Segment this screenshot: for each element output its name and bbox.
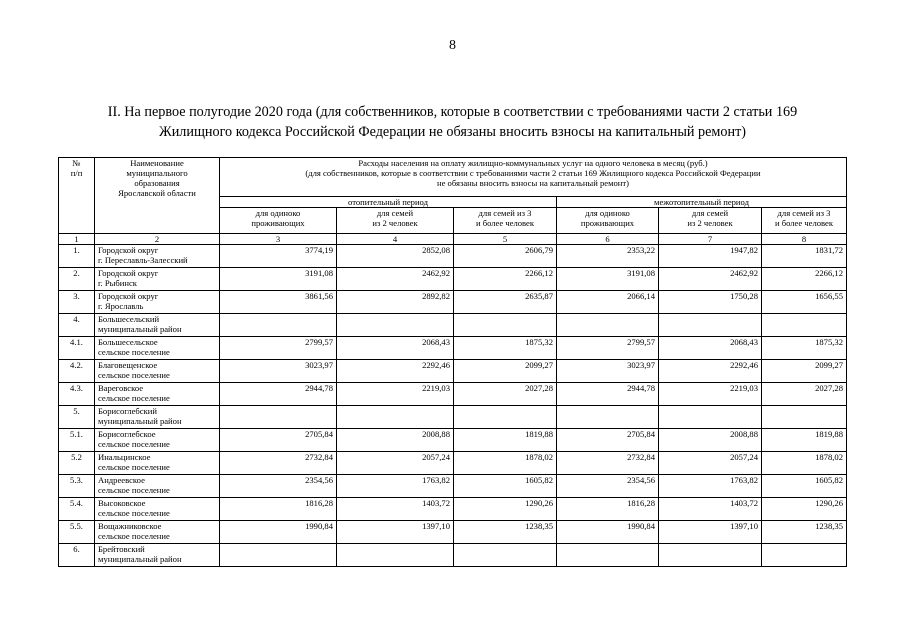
row-name-line-2: муниципальный район xyxy=(98,416,182,426)
value-cell: 2354,56 xyxy=(220,475,337,498)
row-name-line-1: Городской округ xyxy=(98,291,159,301)
value-cell xyxy=(762,406,847,429)
value-cell: 2732,84 xyxy=(557,452,659,475)
page-number: 8 xyxy=(449,38,456,53)
table-row xyxy=(59,475,847,498)
row-name xyxy=(95,314,220,337)
table-row xyxy=(59,337,847,360)
value-cell: 1290,26 xyxy=(762,498,847,521)
row-index: 4.2. xyxy=(59,360,95,383)
value-cell: 1403,72 xyxy=(659,498,762,521)
row-index: 5.1. xyxy=(59,429,95,452)
header-name-line-3: образования xyxy=(134,178,180,188)
title-line-2: Жилищного кодекса Российской Федерации не обязаны вносить взносы на капитальный ремонт) xyxy=(159,124,746,140)
row-name-line-2: сельское поселение xyxy=(98,439,170,449)
row-index: 2. xyxy=(59,268,95,291)
header-sub-4 xyxy=(557,208,659,234)
row-name-line-2: г. Ярославль xyxy=(98,301,144,311)
value-cell: 3861,56 xyxy=(220,291,337,314)
header-heating-period: отопительный период xyxy=(220,197,557,208)
row-name xyxy=(95,268,220,291)
header-number xyxy=(59,158,95,234)
value-cell: 1403,72 xyxy=(337,498,454,521)
column-number: 7 xyxy=(659,234,762,245)
row-name-line-2: г. Рыбинск xyxy=(98,278,137,288)
value-cell: 2027,28 xyxy=(454,383,557,406)
header-name xyxy=(95,158,220,234)
row-name xyxy=(95,475,220,498)
column-number: 1 xyxy=(59,234,95,245)
table-row xyxy=(59,544,847,567)
row-name-line-1: Большесельское xyxy=(98,337,158,347)
value-cell: 2292,46 xyxy=(337,360,454,383)
value-cell: 2008,88 xyxy=(659,429,762,452)
value-cell xyxy=(337,314,454,337)
value-cell: 1397,10 xyxy=(659,521,762,544)
header-sub-3 xyxy=(454,208,557,234)
row-name xyxy=(95,429,220,452)
header-sub-line-2: из 2 человек xyxy=(372,218,418,228)
value-cell: 2606,79 xyxy=(454,245,557,268)
row-index: 4. xyxy=(59,314,95,337)
row-name xyxy=(95,360,220,383)
column-number: 6 xyxy=(557,234,659,245)
row-index: 5. xyxy=(59,406,95,429)
value-cell xyxy=(337,406,454,429)
value-cell: 1605,82 xyxy=(762,475,847,498)
row-name xyxy=(95,521,220,544)
column-number: 8 xyxy=(762,234,847,245)
row-name-line-1: Высоковское xyxy=(98,498,146,508)
value-cell: 3774,19 xyxy=(220,245,337,268)
row-name-line-1: Андреевское xyxy=(98,475,145,485)
row-name-line-1: Инальцинское xyxy=(98,452,151,462)
header-sub-line-2: и более человек xyxy=(475,218,535,228)
value-cell: 1831,72 xyxy=(762,245,847,268)
row-name-line-2: сельское поселение xyxy=(98,531,170,541)
value-cell: 2944,78 xyxy=(557,383,659,406)
row-name-line-1: Вощажниковское xyxy=(98,521,162,531)
column-number: 5 xyxy=(454,234,557,245)
row-index: 1. xyxy=(59,245,95,268)
value-cell xyxy=(659,314,762,337)
row-name-line-1: Борисоглебское xyxy=(98,429,156,439)
value-cell xyxy=(659,406,762,429)
value-cell: 2066,14 xyxy=(557,291,659,314)
value-cell xyxy=(220,406,337,429)
row-name-line-1: Брейтовский xyxy=(98,544,145,554)
row-name-line-1: Большесельский xyxy=(98,314,160,324)
value-cell: 1875,32 xyxy=(762,337,847,360)
row-name-line-2: сельское поселение xyxy=(98,462,170,472)
value-cell xyxy=(762,314,847,337)
table-row xyxy=(59,406,847,429)
header-sub-line-1: для семей из 3 xyxy=(777,208,831,218)
row-name-line-2: муниципальный район xyxy=(98,324,182,334)
value-cell: 1763,82 xyxy=(337,475,454,498)
value-cell: 1878,02 xyxy=(454,452,557,475)
value-cell: 1990,84 xyxy=(557,521,659,544)
row-name-line-1: Вареговское xyxy=(98,383,144,393)
value-cell: 2852,08 xyxy=(337,245,454,268)
row-name-line-1: Городской округ xyxy=(98,245,159,255)
value-cell: 1656,55 xyxy=(762,291,847,314)
value-cell: 2057,24 xyxy=(337,452,454,475)
table-row xyxy=(59,360,847,383)
value-cell: 2732,84 xyxy=(220,452,337,475)
value-cell: 2008,88 xyxy=(337,429,454,452)
header-nonheating-period: межотопительный период xyxy=(557,197,847,208)
value-cell: 2219,03 xyxy=(337,383,454,406)
value-cell xyxy=(337,544,454,567)
value-cell xyxy=(557,314,659,337)
row-name xyxy=(95,337,220,360)
value-cell: 1763,82 xyxy=(659,475,762,498)
row-index: 4.3. xyxy=(59,383,95,406)
value-cell: 2292,46 xyxy=(659,360,762,383)
row-name-line-1: Городской округ xyxy=(98,268,159,278)
table-row xyxy=(59,521,847,544)
value-cell: 2068,43 xyxy=(659,337,762,360)
row-name-line-2: сельское поселение xyxy=(98,393,170,403)
table-row xyxy=(59,245,847,268)
row-index: 5.3. xyxy=(59,475,95,498)
value-cell: 1819,88 xyxy=(454,429,557,452)
value-cell: 2354,56 xyxy=(557,475,659,498)
value-cell: 2057,24 xyxy=(659,452,762,475)
header-sub-2 xyxy=(337,208,454,234)
value-cell: 1816,28 xyxy=(557,498,659,521)
header-sub-6 xyxy=(762,208,847,234)
value-cell: 1238,35 xyxy=(454,521,557,544)
value-cell: 1990,84 xyxy=(220,521,337,544)
value-cell: 2353,22 xyxy=(557,245,659,268)
value-cell: 2266,12 xyxy=(762,268,847,291)
row-index: 4.1. xyxy=(59,337,95,360)
row-name xyxy=(95,291,220,314)
value-cell: 2799,57 xyxy=(557,337,659,360)
row-index: 5.5. xyxy=(59,521,95,544)
value-cell xyxy=(659,544,762,567)
row-name-line-2: муниципальный район xyxy=(98,554,182,564)
row-name-line-2: сельское поселение xyxy=(98,347,170,357)
value-cell xyxy=(557,406,659,429)
value-cell xyxy=(762,544,847,567)
row-name xyxy=(95,406,220,429)
value-cell: 3191,08 xyxy=(220,268,337,291)
value-cell xyxy=(220,544,337,567)
value-cell: 1397,10 xyxy=(337,521,454,544)
row-name xyxy=(95,452,220,475)
row-index: 5.2 xyxy=(59,452,95,475)
header-sub-1 xyxy=(220,208,337,234)
value-cell xyxy=(220,314,337,337)
value-cell: 2027,28 xyxy=(762,383,847,406)
header-sub-line-1: для одиноко xyxy=(255,208,301,218)
value-cell xyxy=(454,544,557,567)
value-cell: 1816,28 xyxy=(220,498,337,521)
value-cell: 2944,78 xyxy=(220,383,337,406)
header-expenses-line-1: Расходы населения на оплату жилищно-коммунальных услуг на одного человека в месяц (руб.) xyxy=(358,158,708,168)
value-cell: 2799,57 xyxy=(220,337,337,360)
header-sub-line-2: из 2 человек xyxy=(687,218,733,228)
title-line-1: II. На первое полугодие 2020 года (для собственников, которые в соответствии с требованиями части 2 статьи 169 xyxy=(107,104,798,120)
table-row xyxy=(59,268,847,291)
row-index: 3. xyxy=(59,291,95,314)
header-name-line-1: Наименование xyxy=(130,158,184,168)
header-name-line-4: Ярославской области xyxy=(118,188,196,198)
value-cell: 2219,03 xyxy=(659,383,762,406)
header-expenses-line-3: не обязаны вносить взносы на капитальный ремонт) xyxy=(436,178,630,188)
value-cell: 2892,82 xyxy=(337,291,454,314)
row-name xyxy=(95,498,220,521)
table-row xyxy=(59,383,847,406)
table-row xyxy=(59,314,847,337)
header-expenses xyxy=(220,158,847,197)
column-number: 2 xyxy=(95,234,220,245)
header-sub-line-2: проживающих xyxy=(580,218,635,228)
value-cell: 3023,97 xyxy=(220,360,337,383)
header-number-line-2: п/п xyxy=(70,168,83,178)
value-cell xyxy=(557,544,659,567)
value-cell: 2099,27 xyxy=(454,360,557,383)
row-name xyxy=(95,544,220,567)
header-expenses-line-2: (для собственников, которые в соответствии с требованиями части 2 статьи 169 Жилищного кодекса Российской Федерации xyxy=(305,168,761,178)
value-cell: 2266,12 xyxy=(454,268,557,291)
value-cell: 2635,87 xyxy=(454,291,557,314)
value-cell: 2068,43 xyxy=(337,337,454,360)
table-row xyxy=(59,429,847,452)
expenses-table xyxy=(58,157,847,567)
value-cell: 2462,92 xyxy=(337,268,454,291)
value-cell: 2462,92 xyxy=(659,268,762,291)
page-title xyxy=(60,102,845,142)
row-name xyxy=(95,383,220,406)
column-number: 3 xyxy=(220,234,337,245)
value-cell: 2705,84 xyxy=(220,429,337,452)
header-sub-line-2: проживающих xyxy=(251,218,305,228)
value-cell: 1605,82 xyxy=(454,475,557,498)
row-name xyxy=(95,245,220,268)
value-cell: 3023,97 xyxy=(557,360,659,383)
value-cell: 1819,88 xyxy=(762,429,847,452)
table-row xyxy=(59,498,847,521)
row-name-line-2: сельское поселение xyxy=(98,370,170,380)
row-index: 5.4. xyxy=(59,498,95,521)
table-row xyxy=(59,452,847,475)
value-cell: 1947,82 xyxy=(659,245,762,268)
row-name-line-2: г. Переславль-Залесский xyxy=(98,255,188,265)
row-name-line-2: сельское поселение xyxy=(98,485,170,495)
header-number-line-1: № xyxy=(72,158,81,168)
header-sub-line-1: для одиноко xyxy=(585,208,630,218)
value-cell: 2705,84 xyxy=(557,429,659,452)
table-row xyxy=(59,291,847,314)
row-name-line-1: Борисоглебский xyxy=(98,406,157,416)
value-cell xyxy=(454,406,557,429)
value-cell: 1290,26 xyxy=(454,498,557,521)
header-sub-5 xyxy=(659,208,762,234)
value-cell: 2099,27 xyxy=(762,360,847,383)
header-sub-line-1: для семей xyxy=(691,208,729,218)
value-cell: 1238,35 xyxy=(762,521,847,544)
header-sub-line-2: и более человек xyxy=(774,218,834,228)
value-cell xyxy=(454,314,557,337)
row-name-line-1: Благовещенское xyxy=(98,360,158,370)
column-number: 4 xyxy=(337,234,454,245)
header-name-line-2: муниципального xyxy=(126,168,188,178)
value-cell: 1878,02 xyxy=(762,452,847,475)
value-cell: 1750,28 xyxy=(659,291,762,314)
row-index: 6. xyxy=(59,544,95,567)
row-name-line-2: сельское поселение xyxy=(98,508,170,518)
header-sub-line-1: для семей из 3 xyxy=(478,208,532,218)
value-cell: 3191,08 xyxy=(557,268,659,291)
value-cell: 1875,32 xyxy=(454,337,557,360)
header-sub-line-1: для семей xyxy=(376,208,414,218)
